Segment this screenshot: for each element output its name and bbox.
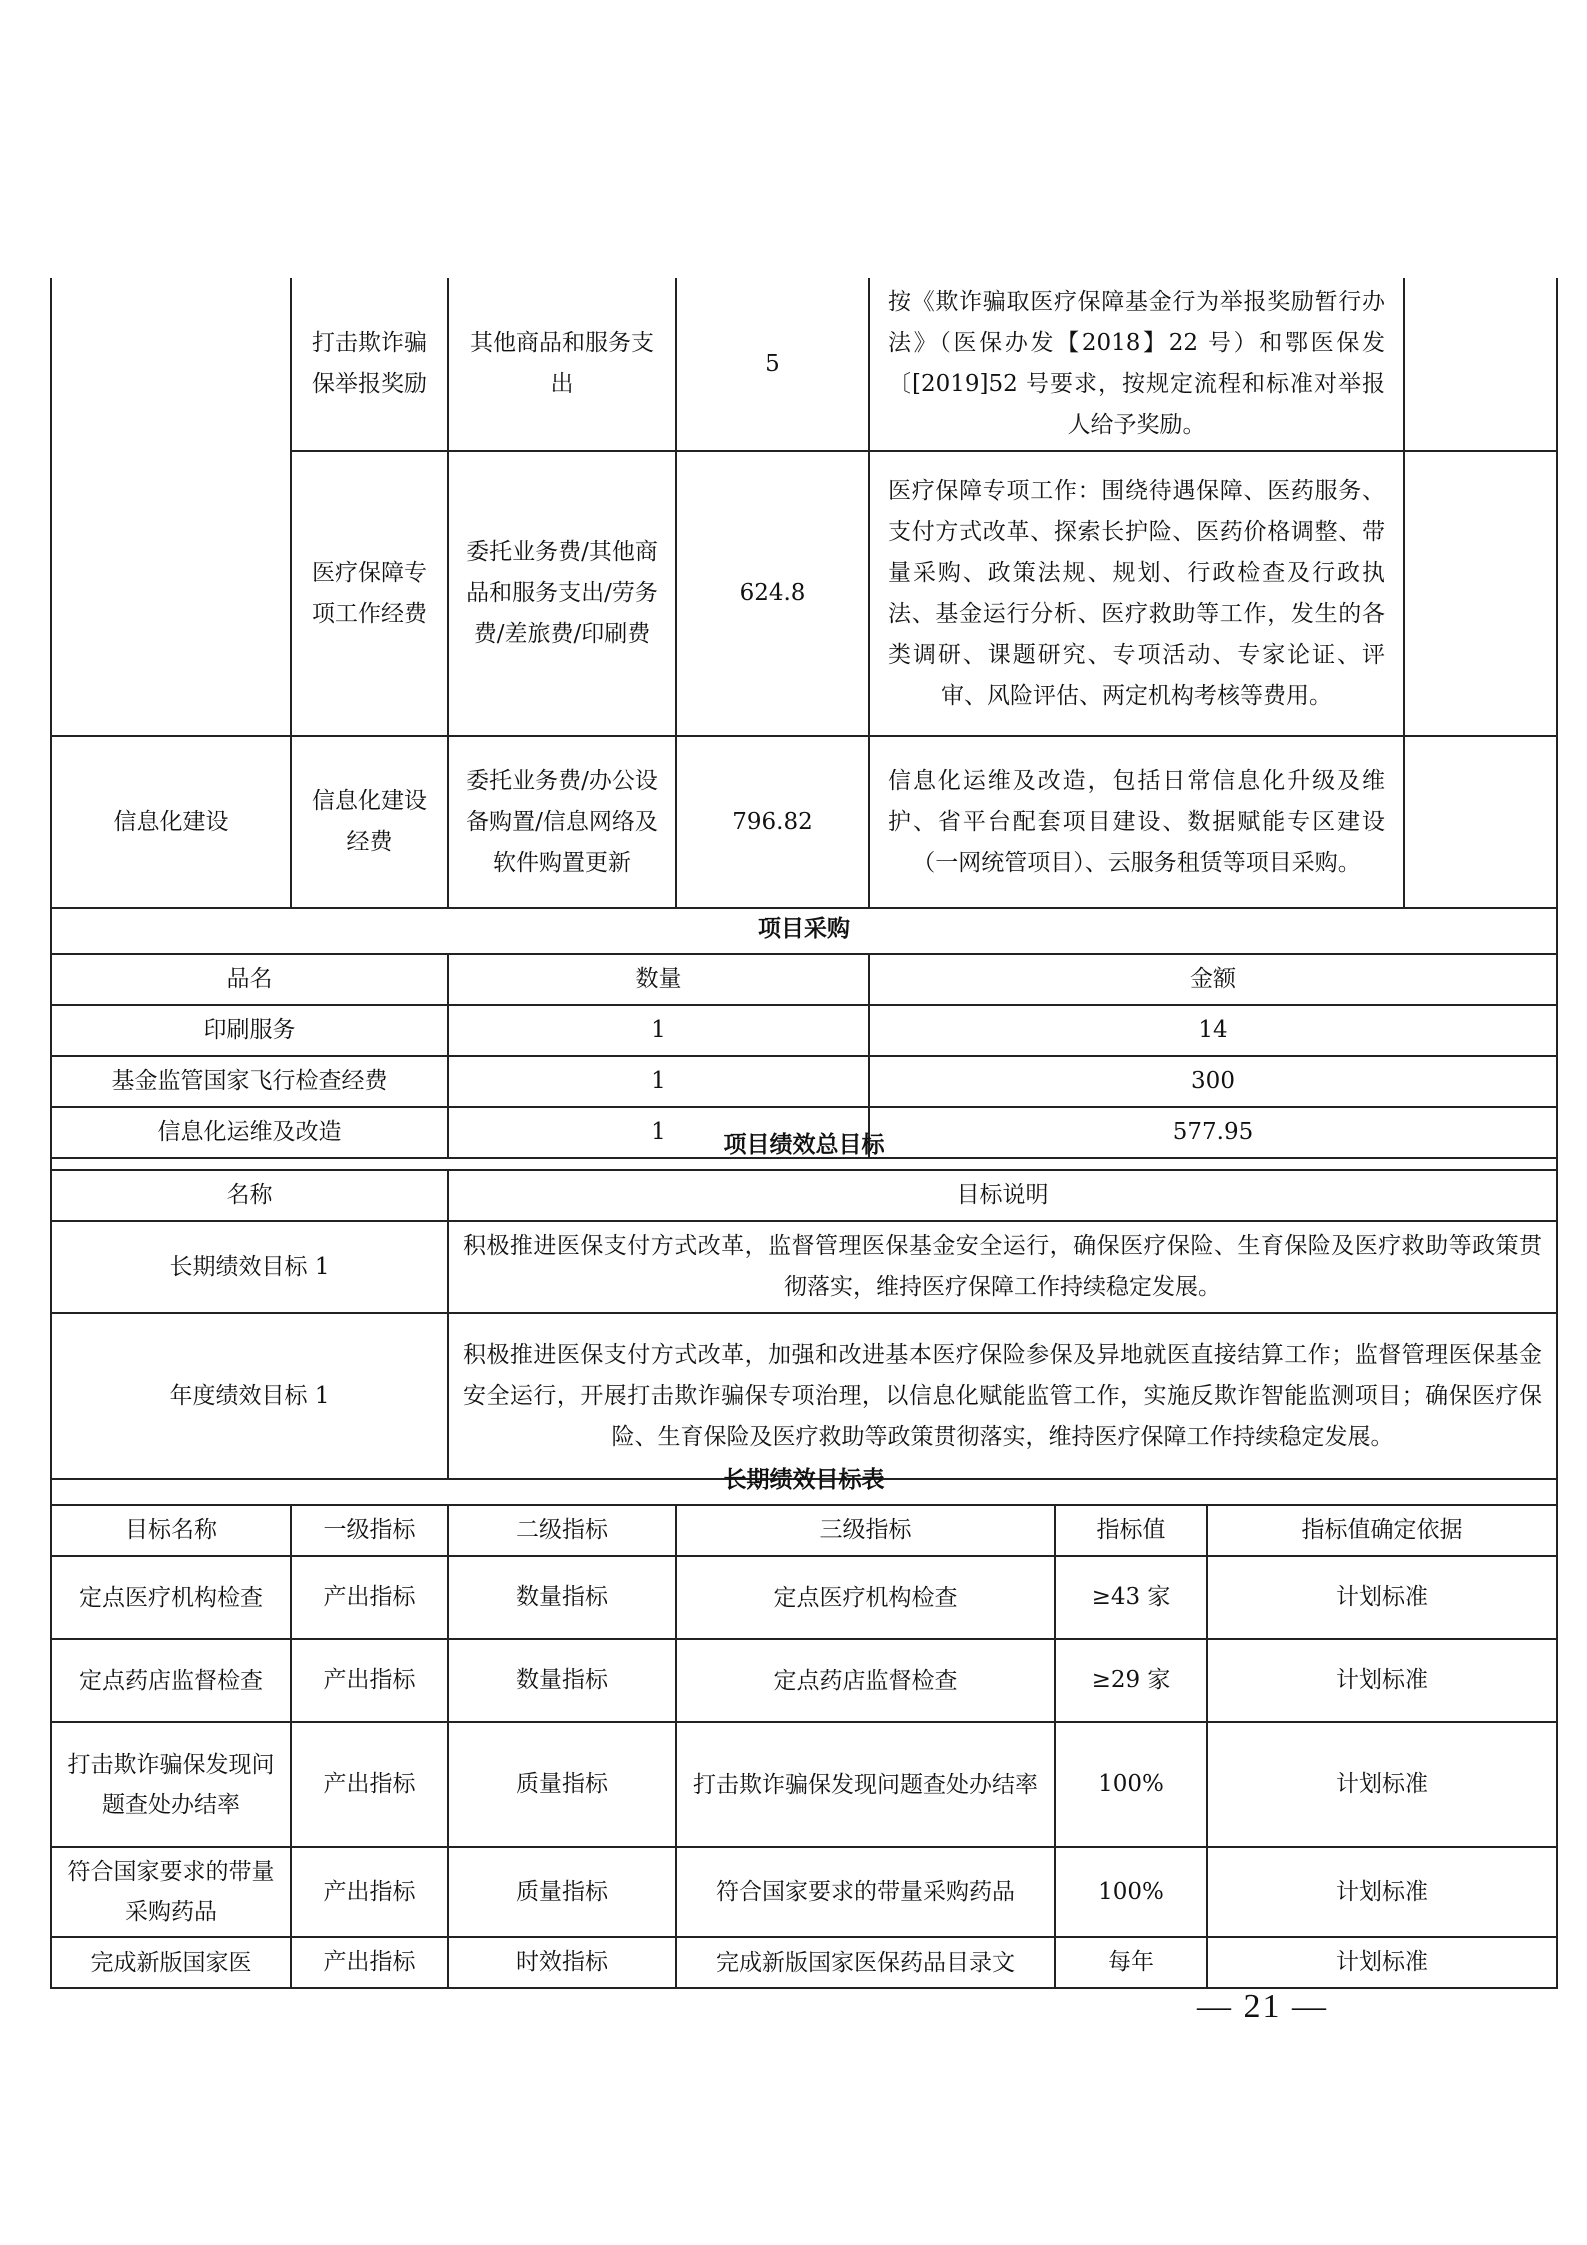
indicator-row xyxy=(51,1639,1557,1722)
item-name-cell: 信息化运维及改造 xyxy=(51,1107,448,1158)
procurement-header-row xyxy=(51,954,1557,1005)
level1-cell: 产出指标 xyxy=(291,1556,448,1639)
column-header: 目标说明 xyxy=(448,1170,1557,1221)
column-header: 二级指标 xyxy=(448,1505,676,1556)
item-name-cell: 基金监管国家飞行检查经费 xyxy=(51,1056,448,1107)
level2-cell: 质量指标 xyxy=(448,1722,676,1847)
long-term-table xyxy=(50,1455,1558,1989)
goal-name-cell: 年度绩效目标 1 xyxy=(51,1313,448,1479)
amount-cell: 577.95 xyxy=(869,1107,1557,1158)
lt-title-row xyxy=(51,1455,1557,1505)
column-header: 数量 xyxy=(448,954,869,1005)
target-name-cell: 符合国家要求的带量采购药品 xyxy=(51,1847,291,1937)
value-cell: 每年 xyxy=(1055,1937,1207,1988)
level2-cell: 质量指标 xyxy=(448,1847,676,1937)
quantity-cell: 1 xyxy=(448,1005,869,1056)
column-header: 一级指标 xyxy=(291,1505,448,1556)
project-cell: 医疗保障专项工作经费 xyxy=(291,451,448,736)
procurement-title: 项目采购 xyxy=(51,904,1557,954)
indicator-row xyxy=(51,1722,1557,1847)
goal-desc-cell: 积极推进医保支付方式改革，加强和改进基本医疗保险参保及异地就医直接结算工作；监督管理医保基金安全运行，开展打击欺诈骗保专项治理，以信息化赋能监管工作，实施反欺诈智能监测项目；确保医疗保险、生育保险及医疗救助等政策贯彻落实，维持医疗保障工作持续稳定发展。 xyxy=(448,1313,1557,1479)
category-cell: 信息化建设 xyxy=(51,736,291,908)
level3-cell: 完成新版国家医保药品目录文 xyxy=(676,1937,1055,1988)
level2-cell: 数量指标 xyxy=(448,1639,676,1722)
category-cell xyxy=(51,278,291,736)
column-header: 名称 xyxy=(51,1170,448,1221)
basis-cell: 计划标准 xyxy=(1207,1937,1557,1988)
value-cell: 100% xyxy=(1055,1722,1207,1847)
goal-name-cell: 长期绩效目标 1 xyxy=(51,1221,448,1313)
econ-class-cell: 其他商品和服务支出 xyxy=(448,278,676,451)
value-cell: ≥43 家 xyxy=(1055,1556,1207,1639)
project-cell: 信息化建设经费 xyxy=(291,736,448,908)
value-cell: 100% xyxy=(1055,1847,1207,1937)
amount-cell: 796.82 xyxy=(676,736,869,908)
item-name-cell: 印刷服务 xyxy=(51,1005,448,1056)
goals-header-row xyxy=(51,1170,1557,1221)
level2-cell: 数量指标 xyxy=(448,1556,676,1639)
lt-header-row xyxy=(51,1505,1557,1556)
procurement-row xyxy=(51,1005,1557,1056)
column-header: 三级指标 xyxy=(676,1505,1055,1556)
level1-cell: 产出指标 xyxy=(291,1847,448,1937)
amount-cell: 624.8 xyxy=(676,451,869,736)
level3-cell: 定点医疗机构检查 xyxy=(676,1556,1055,1639)
indicator-row xyxy=(51,1556,1557,1639)
quantity-cell: 1 xyxy=(448,1056,869,1107)
target-name-cell: 定点医疗机构检查 xyxy=(51,1556,291,1639)
funding-row xyxy=(51,736,1557,908)
column-header: 品名 xyxy=(51,954,448,1005)
econ-class-cell: 委托业务费/其他商品和服务支出/劳务费/差旅费/印刷费 xyxy=(448,451,676,736)
level3-cell: 符合国家要求的带量采购药品 xyxy=(676,1847,1055,1937)
note-cell xyxy=(1404,451,1557,736)
basis-cell: 计划标准 xyxy=(1207,1639,1557,1722)
level1-cell: 产出指标 xyxy=(291,1722,448,1847)
procurement-title-row xyxy=(51,904,1557,954)
column-header: 指标值确定依据 xyxy=(1207,1505,1557,1556)
target-name-cell: 打击欺诈骗保发现问题查处办结率 xyxy=(51,1722,291,1847)
column-header: 指标值 xyxy=(1055,1505,1207,1556)
goal-row xyxy=(51,1221,1557,1313)
basis-cell: 计划标准 xyxy=(1207,1556,1557,1639)
quantity-cell: 1 xyxy=(448,1107,869,1158)
indicator-row xyxy=(51,1847,1557,1937)
page-number: — 21 — xyxy=(1197,1988,1328,2025)
funding-row xyxy=(51,278,1557,451)
project-cell: 打击欺诈骗保举报奖励 xyxy=(291,278,448,451)
description-cell: 按《欺诈骗取医疗保障基金行为举报奖励暂行办法》（医保办发【2018】22 号）和鄂医保发〔[2019]52 号要求，按规定流程和标准对举报人给予奖励。 xyxy=(869,278,1404,451)
long-term-title: 长期绩效目标表 xyxy=(51,1455,1557,1505)
goals-title: 项目绩效总目标 xyxy=(51,1120,1557,1170)
value-cell: ≥29 家 xyxy=(1055,1639,1207,1722)
note-cell xyxy=(1404,736,1557,908)
procurement-row xyxy=(51,1056,1557,1107)
funding-table xyxy=(50,278,1558,909)
level2-cell: 时效指标 xyxy=(448,1937,676,1988)
basis-cell: 计划标准 xyxy=(1207,1847,1557,1937)
basis-cell: 计划标准 xyxy=(1207,1722,1557,1847)
goal-desc-cell: 积极推进医保支付方式改革，监督管理医保基金安全运行，确保医疗保险、生育保险及医疗救助等政策贯彻落实，维持医疗保障工作持续稳定发展。 xyxy=(448,1221,1557,1313)
amount-cell: 14 xyxy=(869,1005,1557,1056)
level3-cell: 定点药店监督检查 xyxy=(676,1639,1055,1722)
overall-goals-table xyxy=(50,1120,1558,1480)
indicator-row xyxy=(51,1937,1557,1988)
target-name-cell: 完成新版国家医 xyxy=(51,1937,291,1988)
note-cell xyxy=(1404,278,1557,451)
amount-cell: 5 xyxy=(676,278,869,451)
description-cell: 信息化运维及改造，包括日常信息化升级及维护、省平台配套项目建设、数据赋能专区建设（一网统管项目）、云服务租赁等项目采购。 xyxy=(869,736,1404,908)
econ-class-cell: 委托业务费/办公设备购置/信息网络及软件购置更新 xyxy=(448,736,676,908)
column-header: 目标名称 xyxy=(51,1505,291,1556)
amount-cell: 300 xyxy=(869,1056,1557,1107)
column-header: 金额 xyxy=(869,954,1557,1005)
goals-title-row xyxy=(51,1120,1557,1170)
target-name-cell: 定点药店监督检查 xyxy=(51,1639,291,1722)
description-cell: 医疗保障专项工作：围绕待遇保障、医药服务、支付方式改革、探索长护险、医药价格调整、带量采购、政策法规、规划、行政检查及行政执法、基金运行分析、医疗救助等工作，发生的各类调研、课题研究、专项活动、专家论证、评审、风险评估、两定机构考核等费用。 xyxy=(869,451,1404,736)
level3-cell: 打击欺诈骗保发现问题查处办结率 xyxy=(676,1722,1055,1847)
level1-cell: 产出指标 xyxy=(291,1937,448,1988)
level1-cell: 产出指标 xyxy=(291,1639,448,1722)
